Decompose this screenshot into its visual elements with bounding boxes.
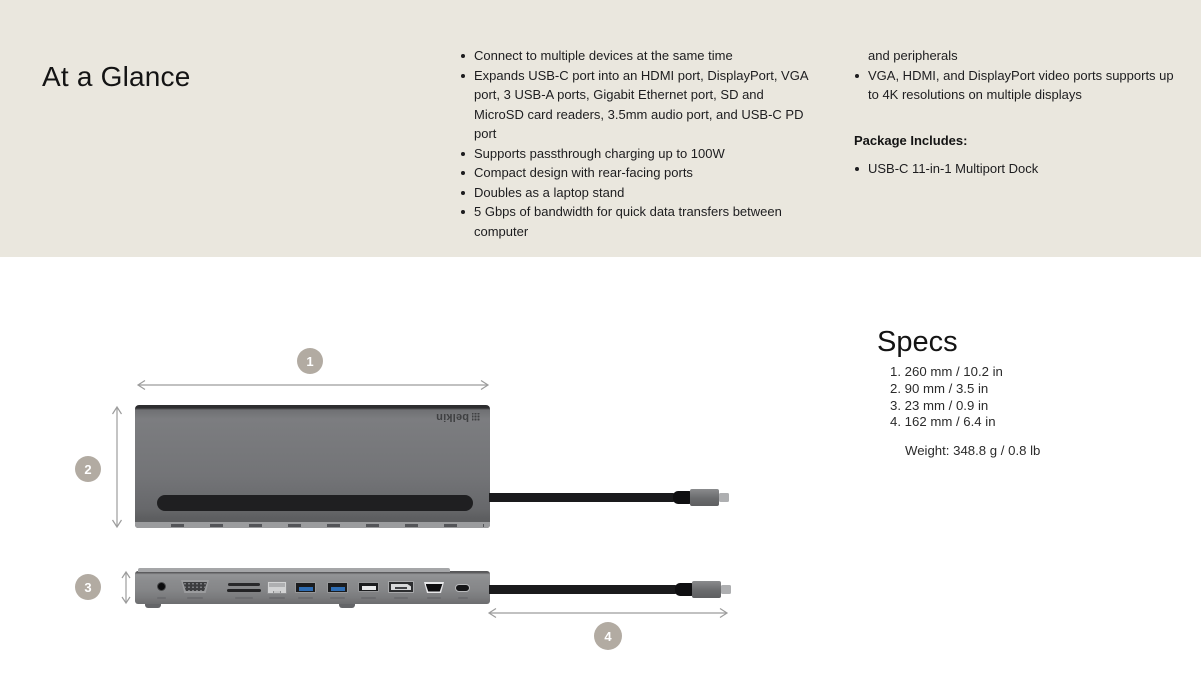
port-label-mark xyxy=(235,597,253,599)
ethernet-port-pins xyxy=(269,583,285,587)
usb-a-tongue xyxy=(331,587,345,591)
usb-c-plug-tip xyxy=(719,493,729,502)
vga-port-icon xyxy=(181,580,209,593)
port-label-mark xyxy=(330,597,345,599)
ethernet-port-icon xyxy=(267,581,287,594)
hdmi-port-icon xyxy=(424,582,444,593)
dimension-arrow-1 xyxy=(138,381,488,390)
dock-rear-port-marks xyxy=(145,524,484,527)
callout-3: 3 xyxy=(75,574,101,600)
port-label-mark xyxy=(269,597,285,599)
usb-c-cable xyxy=(489,493,676,502)
dock-foot xyxy=(145,604,161,608)
belkin-logo-text: belkin xyxy=(436,411,469,423)
package-includes-list xyxy=(852,159,1172,179)
vga-port-pins xyxy=(183,582,207,591)
feature-list-right xyxy=(852,46,1186,105)
dock-rubber-strip xyxy=(157,495,473,511)
callout-4: 4 xyxy=(594,622,622,650)
package-item: USB-C 11-in-1 Multiport Dock xyxy=(852,159,1172,179)
usb-c-plug xyxy=(690,489,719,506)
audio-3.5mm-port-icon xyxy=(157,582,166,591)
sd-card-slot-icon xyxy=(228,583,260,586)
cable-strain-relief xyxy=(673,491,691,504)
port-label-mark xyxy=(157,597,166,599)
spec-dimension: 1. 260 mm / 10.2 in xyxy=(890,364,1003,379)
dimension-arrow-2 xyxy=(113,407,122,527)
feature-item: 5 Gbps of bandwidth for quick data transfers between computer xyxy=(458,202,816,241)
microsd-card-slot-icon xyxy=(227,589,261,593)
spec-dimension: 3. 23 mm / 0.9 in xyxy=(890,397,989,413)
port-label-mark xyxy=(361,597,376,599)
dock-foot xyxy=(339,604,355,608)
at-a-glance-title: At a Glance xyxy=(42,61,191,92)
displayport-slot xyxy=(395,587,407,589)
port-label-mark xyxy=(187,597,203,599)
displayport-port-icon xyxy=(388,581,414,593)
usb-a-3.0-port-icon xyxy=(295,582,316,593)
specs-title: Specs xyxy=(877,326,958,358)
spec-weight: Weight: 348.8 g / 0.8 lb xyxy=(905,443,1041,458)
dock-rear-edge xyxy=(135,522,490,528)
dock-front-view-image xyxy=(135,571,490,604)
feature-list-right-bullets xyxy=(852,66,1186,105)
usb-a-2.0-port-icon xyxy=(358,582,379,592)
package-includes-label: Package Includes: xyxy=(854,133,968,148)
spec-dimension: 2. 90 mm / 3.5 in xyxy=(890,380,989,396)
feature-list-left xyxy=(458,46,816,241)
feature-item: Doubles as a laptop stand xyxy=(458,183,816,203)
feature-item: Supports passthrough charging up to 100W xyxy=(458,144,816,164)
hdmi-inner xyxy=(426,584,443,592)
cable-strain-relief xyxy=(675,583,693,596)
usb-c-plug-tip xyxy=(721,585,731,594)
usb-a-3.0-port-icon xyxy=(327,582,348,593)
port-label-mark xyxy=(458,597,468,599)
feature-item: Expands USB-C port into an HDMI port, DisplayPort, VGA port, 3 USB-A ports, Gigabit Ethernet port, SD and MicroSD card readers, 3.5mm audio port, and USB-C PD port xyxy=(458,66,816,144)
usb-a-tongue xyxy=(362,586,376,590)
dock-top-edge-highlight xyxy=(138,568,450,572)
dock-top-view-image xyxy=(135,405,490,528)
port-label-mark xyxy=(298,597,313,599)
feature-item: VGA, HDMI, and DisplayPort video ports supports up to 4K resolutions on multiple displays xyxy=(852,66,1186,105)
feature-item: Compact design with rear-facing ports xyxy=(458,163,816,183)
at-a-glance-section xyxy=(0,0,1201,257)
dimension-arrow-4 xyxy=(489,609,727,618)
callout-2: 2 xyxy=(75,456,101,482)
belkin-logo xyxy=(436,411,480,423)
port-label-mark xyxy=(394,597,408,599)
feature-item: Connect to multiple devices at the same time xyxy=(458,46,816,66)
feature-item-continuation: and peripherals xyxy=(868,48,958,63)
spec-dimension: 4. 162 mm / 6.4 in xyxy=(890,414,996,430)
usb-c-pd-port-icon xyxy=(455,584,470,592)
ethernet-port-notch xyxy=(273,591,281,594)
usb-c-cable xyxy=(489,585,678,594)
callout-1: 1 xyxy=(297,348,323,374)
usb-c-plug xyxy=(692,581,721,598)
port-label-mark xyxy=(427,597,441,599)
usb-a-tongue xyxy=(299,587,313,591)
dimension-arrow-3 xyxy=(122,572,130,603)
belkin-logo-dots-icon xyxy=(472,413,480,421)
